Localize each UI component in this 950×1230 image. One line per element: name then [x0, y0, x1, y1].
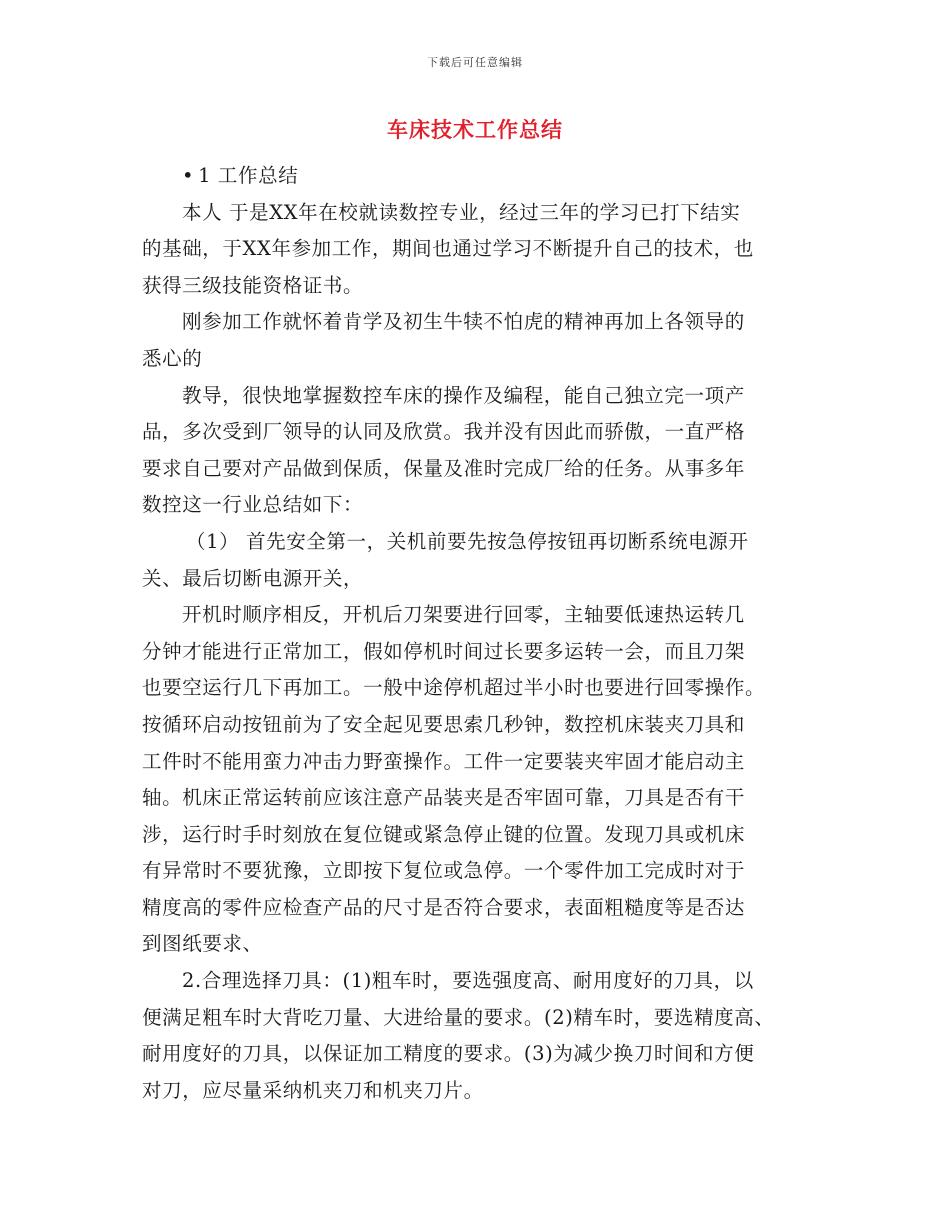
paragraph-line: 获得三级技能资格证书。 — [142, 273, 364, 297]
paragraph-line: 要求自己要对产品做到保质，保量及准时完成厂给的任务。从事多年 — [142, 456, 746, 480]
paragraph-line: 精度高的零件应检查产品的尺寸是否符合要求，表面粗糙度等是否达 — [142, 895, 746, 919]
section-heading-line — [142, 158, 814, 195]
paragraph-line: 有异常时不要犹豫，立即按下复位或急停。一个零件加工完成时对于 — [142, 859, 746, 883]
paragraph-line: 工件时不能用蛮力冲击力野蛮操作。工件一定要装夹牢固才能启动主 — [142, 749, 746, 773]
paragraph-line: （1） 首先安全第一，关机前要先按急停按钮再切断系统电源开 — [186, 529, 749, 553]
paragraph-line: 按循环启动按钮前为了安全起见要思索几秒钟，数控机床装夹刀具和 — [142, 712, 746, 736]
paragraph-line: 教导，很快地掌握数控车床的操作及编程，能自己独立完一项产 — [182, 383, 745, 407]
paragraph-line: 悉心的 — [142, 346, 203, 370]
paragraph-line: 分钟才能进行正常加工，假如停机时间过长要多运转一会，而且刀架 — [142, 639, 746, 663]
paragraph-line: 2.合理选择刀具：(1)粗车时，要选强度高、耐用度好的刀具，以 — [182, 969, 754, 993]
paragraph-line: 轴。机床正常运转前应该注意产品装夹是否牢固可靠，刀具是否有干 — [142, 786, 746, 810]
paragraph-line: 数控这一行业总结如下： — [142, 493, 364, 517]
paragraph-line: 的基础，于XX年参加工作，期间也通过学习不断提升自己的技术，也 — [142, 237, 754, 261]
paragraph-line: 对刀，应尽量采纳机夹刀和机夹刀片。 — [142, 1078, 484, 1102]
paragraph-line: 到图纸要求、 — [142, 932, 263, 956]
bullet-icon: • — [182, 164, 195, 187]
paragraph-line: 耐用度好的刀具，以保证加工精度的要求。(3)为减少换刀时间和方便 — [142, 1042, 755, 1066]
paragraph-line: 涉，运行时手时刻放在复位键或紧急停止键的位置。发现刀具或机床 — [142, 822, 746, 846]
document-title: 车床技术工作总结 — [387, 118, 563, 142]
paragraph-line: 开机时顺序相反，开机后刀架要进行回零，主轴要低速热运转几 — [182, 603, 745, 627]
paragraph-line: 刚参加工作就怀着肯学及初生牛犊不怕虎的精神再加上各领导的 — [182, 310, 745, 334]
paragraph-line: 便满足粗车时大背吃刀量、大进给量的要求。(2)精车时，要选精度高、 — [142, 1005, 775, 1029]
paragraph-line: 关、最后切断电源开关， — [142, 566, 364, 590]
paragraph-line: 也要空运行几下再加工。一般中途停机超过半小时也要进行回零操作。 — [142, 676, 766, 700]
paragraph-line: 本人 于是XX年在校就读数控专业，经过三年的学习已打下结实 — [182, 200, 741, 224]
section-heading: 1 工作总结 — [198, 164, 299, 187]
paragraph-line: 品，多次受到厂领导的认同及欣赏。我并没有因此而骄傲，一直严格 — [142, 420, 746, 444]
header-note: 下载后可任意编辑 — [427, 56, 523, 69]
document-body — [142, 158, 814, 1109]
